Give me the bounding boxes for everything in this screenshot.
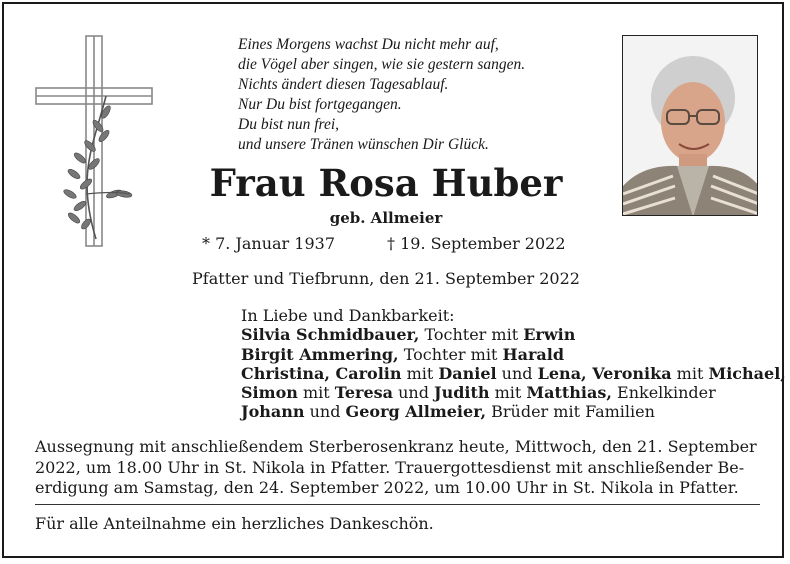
mourner-line <box>241 402 771 421</box>
mourner-text: und <box>496 363 538 383</box>
poem-line: Nur Du bist fortgegangen. <box>238 96 402 113</box>
mourner-line <box>241 383 771 402</box>
poem <box>238 35 608 155</box>
poem-line: die Vögel aber singen, wie sie gestern sangen. <box>238 56 526 73</box>
mourner-name: Harald <box>502 344 565 364</box>
poem-line: Eines Morgens wachst Du nicht mehr auf, <box>238 36 499 53</box>
mourner-name: Lena, Veronika <box>537 363 672 383</box>
service-details <box>35 437 760 499</box>
mourner-name: Johann <box>241 402 305 422</box>
poem-line: und unsere Tränen wünschen Dir Glück. <box>238 136 489 153</box>
place-date: Pfatter und Tiefbrunn, den 21. September 2022 <box>192 269 580 288</box>
poem-line: Du bist nun frei, <box>238 116 340 133</box>
service-line: 2022, um 18.00 Uhr in St. Nikola in Pfatter. Trauergottesdienst mit anschließender Be- <box>35 457 745 477</box>
mourner-name: Simon <box>241 383 298 403</box>
service-line: Aussegnung mit anschließendem Sterberosenkranz heute, Mittwoch, den 21. September <box>35 437 757 456</box>
mourner-line <box>241 325 771 344</box>
mourner-text: mit <box>489 383 527 403</box>
mourner-name: Teresa <box>334 383 393 403</box>
mourner-name: Judith <box>434 383 490 403</box>
mourner-name: Erwin <box>523 325 576 345</box>
mourners-list <box>241 306 786 422</box>
service-line: erdigung am Samstag, den 24. September 2022, um 10.00 Uhr in St. Nikola in Pfatter. <box>35 478 739 497</box>
mourner-name: Silvia Schmidbauer, <box>241 325 420 345</box>
mourner-name: Daniel <box>438 363 497 383</box>
mourners-intro: In Liebe und Dankbarkeit: <box>241 306 455 325</box>
death-date: † 19. September 2022 <box>387 234 566 253</box>
mourner-text: und <box>393 383 435 403</box>
obituary-notice <box>2 2 784 558</box>
portrait-photo <box>622 35 758 216</box>
mourner-name: Christina, Carolin <box>241 363 402 383</box>
mourner-name: Michael, <box>708 363 786 383</box>
mourner-name: Georg Allmeier, <box>345 402 487 422</box>
mourner-text: Tochter mit <box>419 325 524 345</box>
deceased-name: Frau Rosa Huber <box>209 161 563 205</box>
mourner-text: mit <box>297 383 335 403</box>
maiden-name: geb. Allmeier <box>329 209 443 227</box>
mourner-text: Brüder mit Familien <box>486 402 655 422</box>
mourner-text: Tochter mit <box>398 344 503 364</box>
cross-with-laurel-icon <box>34 34 154 249</box>
portrait-image <box>623 36 758 216</box>
mourner-text: und <box>304 402 346 422</box>
mourner-text: mit <box>671 363 709 383</box>
mourner-line <box>241 345 771 364</box>
divider <box>35 504 760 505</box>
mourner-text: Enkelkinder <box>611 383 716 403</box>
mourner-name: Birgit Ammering, <box>241 344 399 364</box>
thanks-note: Für alle Anteilnahme ein herzliches Dankeschön. <box>35 514 434 533</box>
poem-line: Nichts ändert diesen Tagesablauf. <box>238 76 449 93</box>
mourner-name: Matthias, <box>526 383 612 403</box>
mourner-line <box>241 363 786 383</box>
mourner-text: mit <box>401 363 439 383</box>
birth-date: * 7. Januar 1937 <box>202 234 335 253</box>
